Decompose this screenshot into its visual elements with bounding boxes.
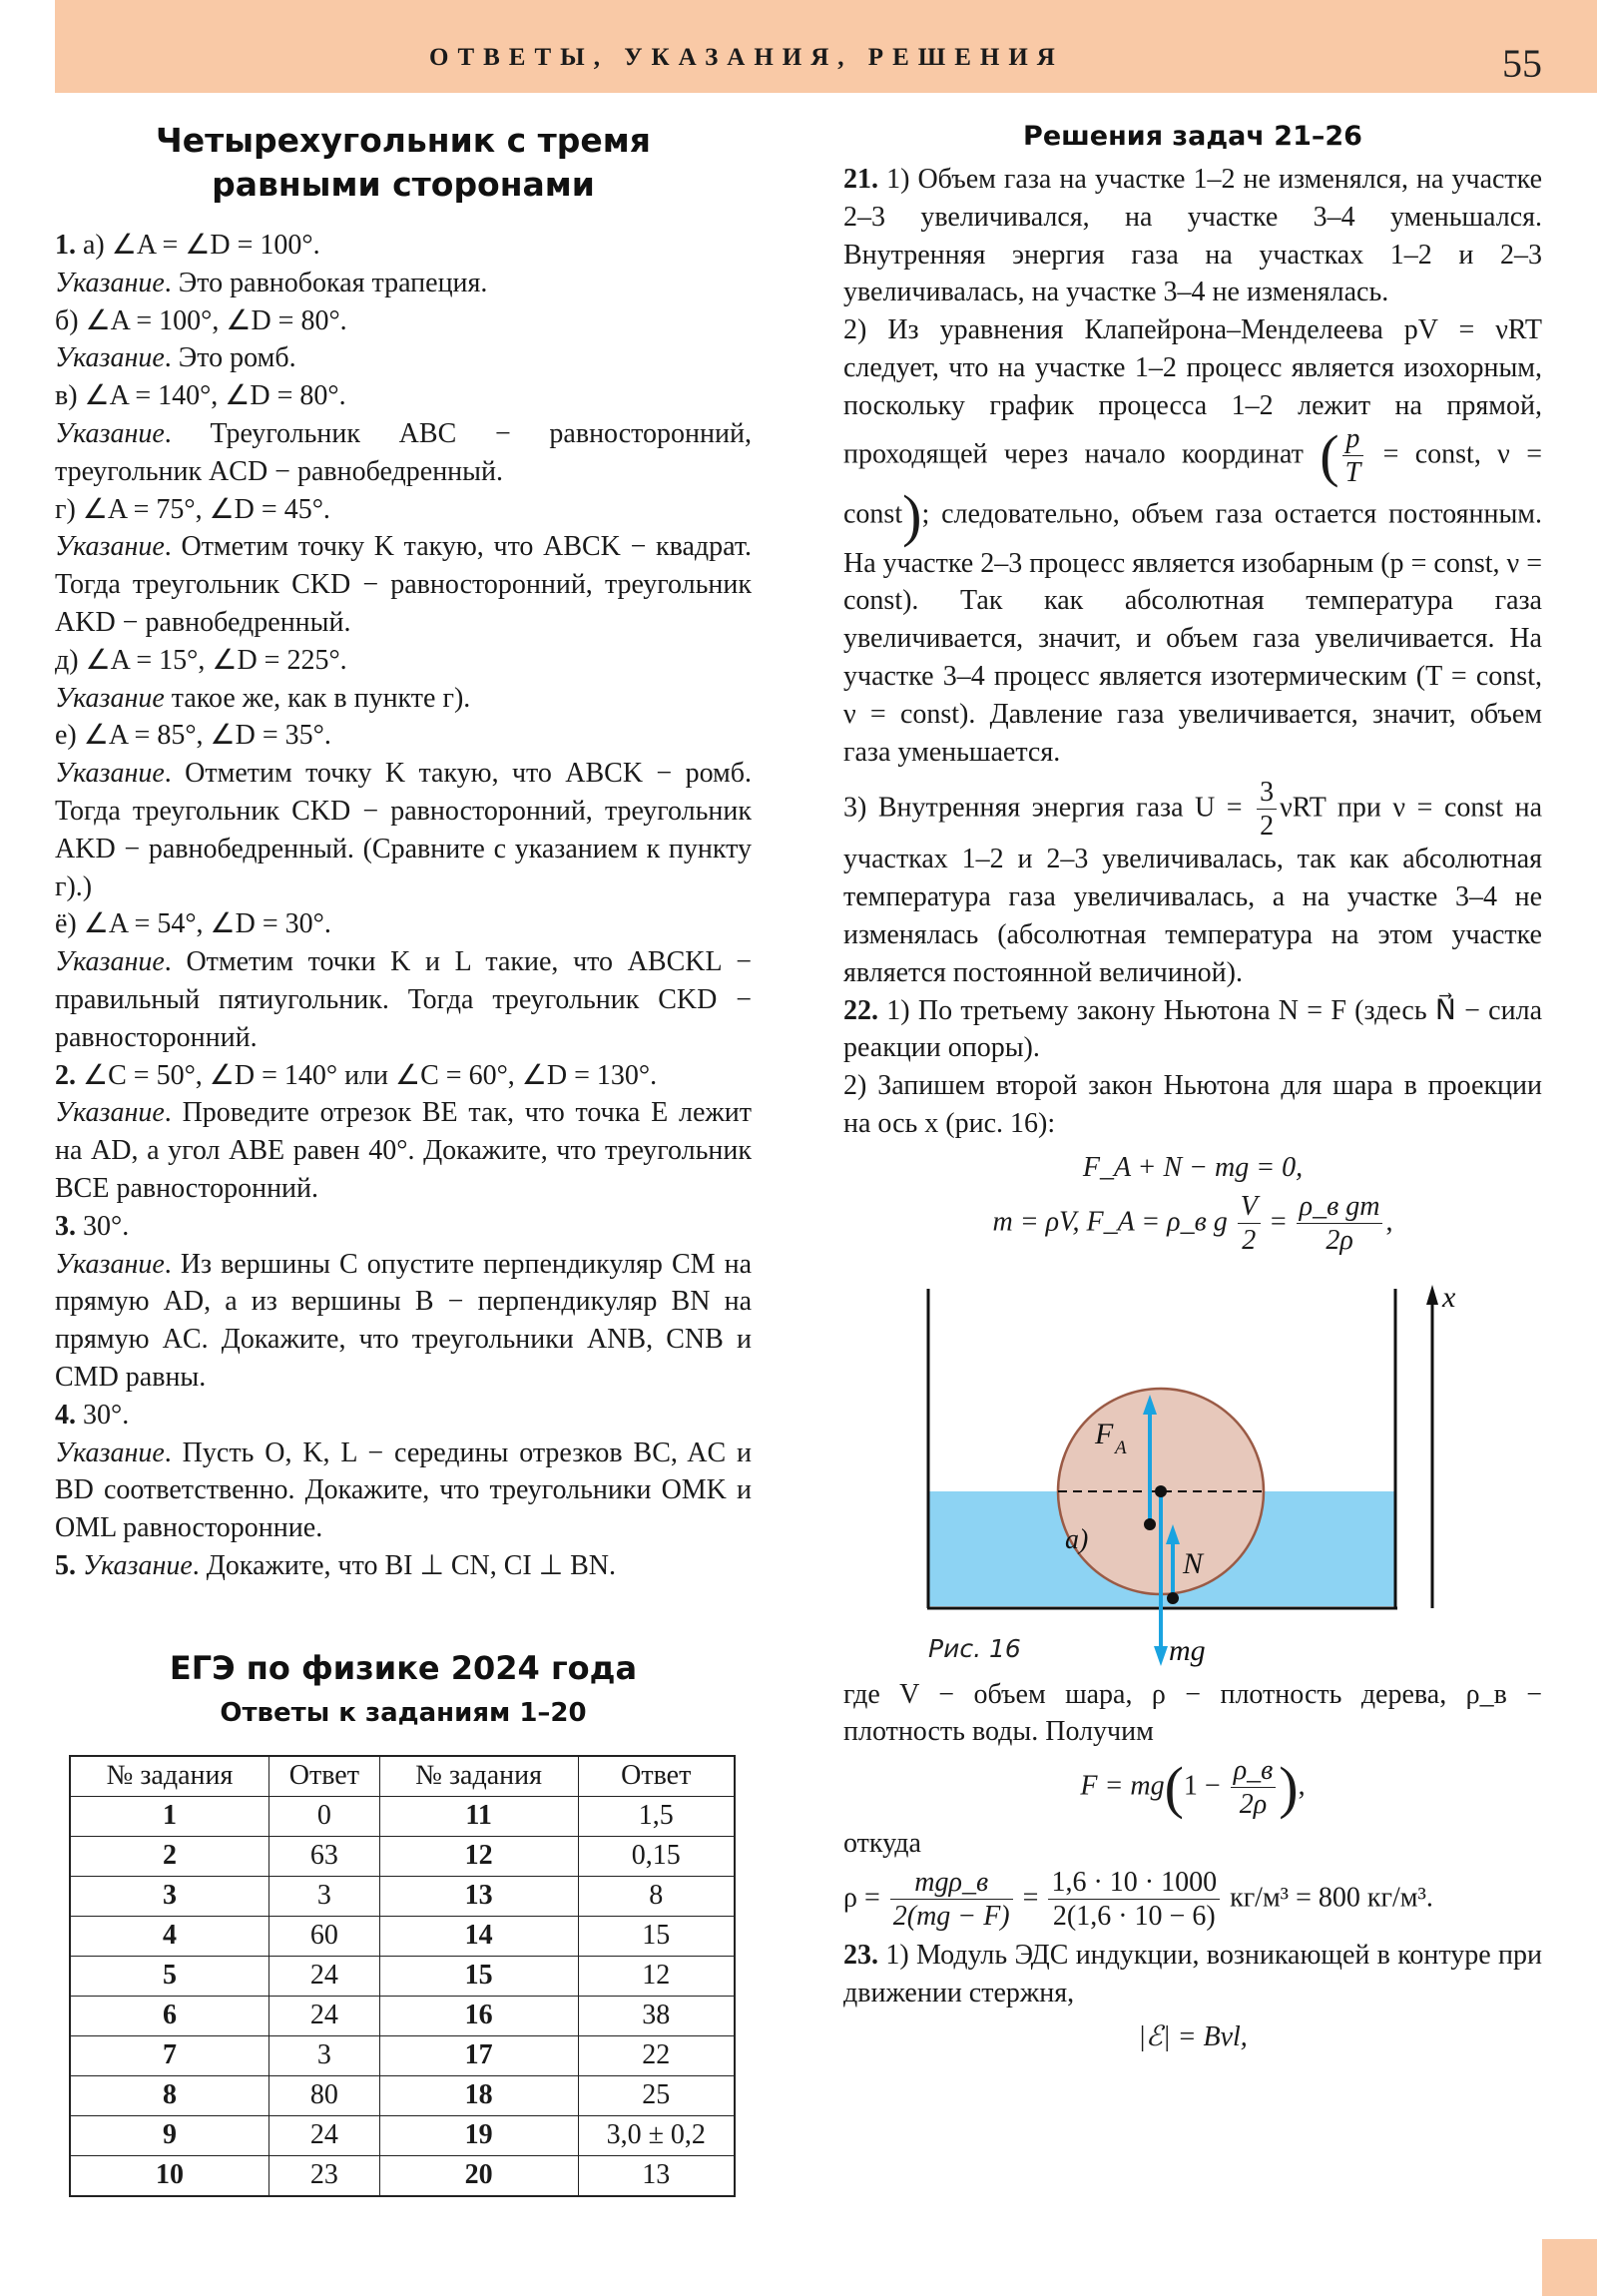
answers-table-row [70,1996,735,2035]
answer-1b: б) ∠A = 100°, ∠D = 80°. [55,304,347,336]
hint-1e: Указание. Отметим точку K такую, что ABCK − ромб. Тогда треугольник CKD − равносторонний, треугольник AKD − равнобедренный. (Сравните с указанием к пункту г).) [55,758,752,902]
answer-cell: 38 [578,1996,735,2035]
answer-cell: 80 [269,2075,380,2115]
answer-cell: 63 [269,1836,380,1876]
solution-21-part2: 2) Из уравнения Клапейрона–Менделеева pV = νRT следует, что на участке 1–2 процесс является изохорным, поскольку график процесса 1–2 лежит на прямой, проходящей через начало координат ( $\frac{p}{T}$ = const, ν = const); следовательно, объем газа остается постоянным. На участке 2–3 процесс является изобарным (p = const, ν = const). Так как абсолютная температура газа увеличивается, значит, и объем газа увеличивается. На участке 3–4 процесс является изотермическим (T = const, ν = const). Давление газа увеличивается, значит, объем газа уменьшается. [843,314,1542,768]
fraction-p-over-t: $\frac{p}{T}$ [1342,425,1364,487]
task-number-cell: 6 [70,1996,269,2035]
task-number-cell: 16 [379,1996,578,2035]
header-answer: Ответ [578,1756,735,1797]
label-x: x [1442,1280,1456,1314]
solution-23-part1: 23. 1) Модуль ЭДС индукции, возникающей в контуре при движении стержня, [843,1939,1542,2009]
solution-21-part1: 21. 1) Объем газа на участке 1–2 не изменялся, на участке 2–3 увеличивался, на участке 3–4 уменьшался. Внутренняя энергия газа на участках 1–2 и 2–3 увеличивалась, на участке 3–4 не изменялась. [843,164,1542,308]
task-number-cell: 8 [70,2075,269,2115]
answers-table [69,1755,736,2197]
answer-cell: 25 [578,2075,735,2115]
contact-point [1167,1592,1179,1604]
answer-4: 4. 30°. [55,1399,130,1431]
solution-22-part2: 2) Запишем второй закон Ньютона для шара в проекции на ось x (рис. 16): [843,1070,1542,1139]
solution-21-part3: 3) Внутренняя энергия газа U = $\frac{3}{2}$ νRT при ν = const на участках 1–2 и 2–3 увеличивалась, так как абсолютная температура газа увеличивалась, а на участке 3–4 не изменялась (абсолютная температура на этом участке является постоянной величиной). [843,777,1543,988]
label-fa-sub: A [1115,1436,1127,1458]
corner-tab [1542,2239,1597,2296]
task-number-cell: 19 [379,2115,578,2155]
answer-cell: 1,5 [578,1796,735,1836]
label-fa: F [1095,1417,1114,1450]
task-number-cell: 20 [379,2155,578,2196]
task-number-cell: 3 [70,1876,269,1916]
answer-cell: 0 [269,1796,380,1836]
answers-table-row [70,1916,735,1956]
answer-cell: 3 [269,1876,380,1916]
fraction-three-halves: $\frac{3}{2}$ [1257,779,1277,841]
hint-1yo: Указание. Отметим точки K и L такие, что ABCKL − правильный пятиугольник. Тогда треугольник CKD − равносторонний. [55,946,752,1053]
gravity-arrowhead-icon [1154,1646,1168,1666]
hint-4: Указание. Пусть O, K, L − середины отрезков BC, AC и BD соответственно. Докажите, что треугольники OMK и OML равносторонние. [55,1436,752,1544]
answer-cell: 13 [578,2155,735,2196]
left-column [55,115,752,2197]
task-number-cell: 2 [70,1836,269,1876]
header-task-number: № задания [70,1756,269,1797]
task-number-cell: 15 [379,1956,578,1996]
hint-1b: Указание. Это ромб. [55,342,296,374]
figure-16 [843,1269,1562,1668]
equation-force: F = mg(1 − $\frac{\rho\_в}{2\rho}$ ), [1080,1755,1306,1821]
answers-table-row [70,1836,735,1876]
answer-cell: 24 [269,2115,380,2155]
ege-title: ЕГЭ по физике 2024 года [169,1648,638,1687]
hint-1a: Указание. Это равнобокая трапеция. [55,267,488,298]
hint-3: Указание. Из вершины C опустите перпендикуляр CM на прямую AD, а из вершины B − перпендикуляр BN на прямую AC. Докажите, что треугольники ANB, CNB и CMD равны. [55,1248,752,1393]
figure-caption: Рис. 16 [928,1633,1021,1663]
answer-1yo: ё) ∠A = 54°, ∠D = 30°. [55,908,331,940]
answers-table-header [70,1756,735,1797]
task-number-cell: 9 [70,2115,269,2155]
header-task-number: № задания [379,1756,578,1797]
task-number-cell: 17 [379,2035,578,2075]
center-point [1155,1485,1167,1497]
task-number-cell: 10 [70,2155,269,2196]
task-number-cell: 1 [70,1796,269,1836]
answers-table-row [70,2115,735,2155]
solution-22-where: где V − объем шара, ρ − плотность дерева, ρ_в − плотность воды. Получим [843,1678,1542,1748]
answer-1g: г) ∠A = 75°, ∠D = 45°. [55,493,330,525]
ege-subtitle: Ответы к заданиям 1–20 [220,1697,587,1728]
running-header-title: ОТВЕТЫ, УКАЗАНИЯ, РЕШЕНИЯ [429,44,1064,71]
equation-density: ρ = $\frac{\text{mgρ\_в}}{2(mg - F)}$ = $\frac{1,6 \cdot 10 \cdot 1000}{2(1,6 \cdot 10 - 6)}$ кг/м³ = 800 кг/м³. [843,1866,1433,1932]
answers-table-row [70,1876,735,1916]
hint-1d: Указание такое же, как в пункте г). [55,682,471,714]
page-number: 55 [1502,41,1542,86]
answer-cell: 3,0 ± 0,2 [578,2115,735,2155]
section-title-quadrilateral: Четырехугольник с тремя равными сторонами [156,121,651,204]
answer-3: 3. 30°. [55,1210,130,1242]
answer-cell: 8 [578,1876,735,1916]
equation-archimedes: m = ρV, F_A = ρ_в g $\frac{V}{2}$ = $\frac{\text{ρ\_в gm}}{2\rho}$ , [992,1190,1393,1256]
answer-cell: 22 [578,2035,735,2075]
task-number-cell: 13 [379,1876,578,1916]
answers-table-row [70,1796,735,1836]
equation-newton: F_A + N − mg = 0, [1082,1151,1304,1183]
task-number-cell: 12 [379,1836,578,1876]
equation-emf: |ℰ| = Bvl, [1138,2020,1248,2052]
task-number-cell: 5 [70,1956,269,1996]
answer-1e: е) ∠A = 85°, ∠D = 35°. [55,720,331,752]
right-column [843,115,1542,2061]
answers-table-row [70,1956,735,1996]
answer-2: 2. ∠C = 50°, ∠D = 140° или ∠C = 60°, ∠D = 130°. [55,1059,658,1091]
answer-cell: 23 [269,2155,380,2196]
hint-1v: Указание. Треугольник ABC − равносторонний, треугольник ACD − равнобедренный. [55,417,752,487]
x-axis-arrowhead-icon [1426,1285,1438,1305]
task-number-cell: 7 [70,2035,269,2075]
label-mg: mg [1169,1633,1206,1667]
task-number-cell: 14 [379,1916,578,1956]
answer-cell: 24 [269,1996,380,2035]
solution-22-part1: 22. 1) По третьему закону Ньютона N = F (здесь N⃗ − сила реакции опоры). [843,994,1542,1064]
otkuda-text: откуда [843,1828,921,1860]
buoyancy-point [1144,1518,1156,1530]
section-title-solutions: Решения задач 21–26 [1023,121,1362,152]
header-answer: Ответ [269,1756,380,1797]
hint-1g: Указание. Отметим точку K такую, что ABCK − квадрат. Тогда треугольник CKD − равносторонний, треугольник AKD − равнобедренный. [55,531,752,638]
answer-cell: 12 [578,1956,735,1996]
answer-5: 5. Указание. Докажите, что BI ⊥ CN, CI ⊥ BN. [55,1549,617,1581]
task-number-cell: 18 [379,2075,578,2115]
ball-in-water-diagram [843,1269,1562,1668]
label-a: a) [1065,1523,1089,1555]
answer-cell: 0,15 [578,1836,735,1876]
hint-2: Указание. Проведите отрезок BE так, что точка E лежит на AD, а угол ABE равен 40°. Докажите, что треугольник BCE равносторонний. [55,1097,752,1204]
answer-cell: 24 [269,1956,380,1996]
task-number-cell: 4 [70,1916,269,1956]
answer-1d: д) ∠A = 15°, ∠D = 225°. [55,644,347,676]
answer-1v: в) ∠A = 140°, ∠D = 80°. [55,380,346,412]
answers-table-row [70,2035,735,2075]
answer-cell: 15 [578,1916,735,1956]
label-n: N [1183,1546,1204,1580]
answer-cell: 3 [269,2035,380,2075]
task-number-cell: 11 [379,1796,578,1836]
answers-table-row [70,2155,735,2196]
answers-table-row [70,2075,735,2115]
answer-1a: 1. а) ∠A = ∠D = 100°. [55,230,320,261]
answer-cell: 60 [269,1916,380,1956]
